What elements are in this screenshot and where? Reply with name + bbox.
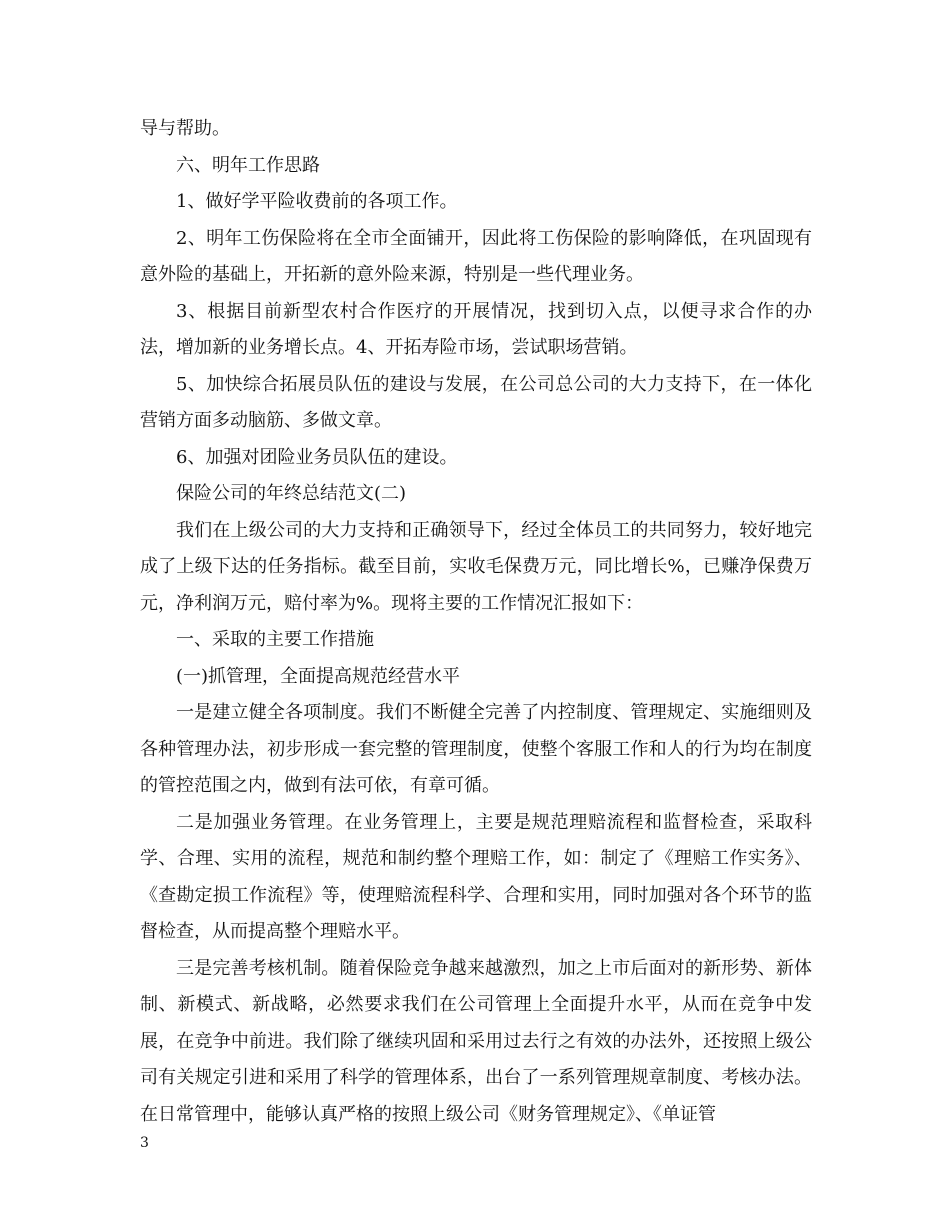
list-item-5: 5、加快综合拓展员队伍的建设与发展，在公司总公司的大力支持下，在一体化营销方面多动脑筋、多做文章。 <box>140 373 812 431</box>
intro-paragraph: 我们在上级公司的大力支持和正确领导下，经过全体员工的共同努力，较好地完成了上级下达的任务指标。截至目前，实收毛保费万元，同比增长%，已赚净保费万元，净利润万元，赔付率为%。现将主要的工作情况汇报如下： <box>140 519 812 614</box>
list-item-6: 6、加强对团险业务员队伍的建设。 <box>176 446 458 468</box>
paragraph-continuation: 导与帮助。 <box>140 118 230 139</box>
list-item-2: 2、明年工伤保险将在全市全面铺开，因此将工伤保险的影响降低，在巩固现有意外险的基础上，开拓新的意外险来源，特别是一些代理业务。 <box>140 227 812 285</box>
paragraph-assessment-mechanism: 三是完善考核机制。随着保险竞争越来越激烈，加之上市后面对的新形势、新体制、新模式、新战略，必然要求我们在公司管理上全面提升水平，从而在竞争中发展，在竞争中前进。我们除了继续巩固和采用过去行之有效的办法外，还按照上级公司有关规定引进和采用了科学的管理体系，出台了一系列管理规章制度、考核办法。在日常管理中，能够认真严格的按照上级公司《财务管理规定》、《单证管 <box>140 957 812 1125</box>
section-heading-next-year-plan: 六、明年工作思路 <box>176 154 320 176</box>
document-body <box>140 111 812 1133</box>
list-item-1: 1、做好学平险收费前的各项工作。 <box>176 191 458 212</box>
paragraph-systems: 一是建立健全各项制度。我们不断健全完善了内控制度、管理规定、实施细则及各种管理办法，初步形成一套完整的管理制度，使整个客服工作和人的行为均在制度的管控范围之内，做到有法可依，有章可循。 <box>140 702 812 796</box>
subsection-heading-management: (一)抓管理，全面提高规范经营水平 <box>176 665 461 687</box>
list-item-3-4: 3、根据目前新型农村合作医疗的开展情况，找到切入点，以便寻求合作的办法，增加新的业务增长点。4、开拓寿险市场，尝试职场营销。 <box>140 300 812 358</box>
page-number: 3 <box>140 1135 149 1151</box>
paragraph-business-management: 二是加强业务管理。在业务管理上，主要是规范理赔流程和监督检查，采取科学、合理、实用的流程，规范和制约整个理赔工作，如：制定了《理赔工作实务》、《查勘定损工作流程》等，使理赔流程科学、合理和实用，同时加强对各个环节的监督检查，从而提高整个理赔水平。 <box>140 811 812 942</box>
article-title-2: 保险公司的年终总结范文(二) <box>176 483 407 504</box>
section-heading-measures: 一、采取的主要工作措施 <box>176 629 374 650</box>
